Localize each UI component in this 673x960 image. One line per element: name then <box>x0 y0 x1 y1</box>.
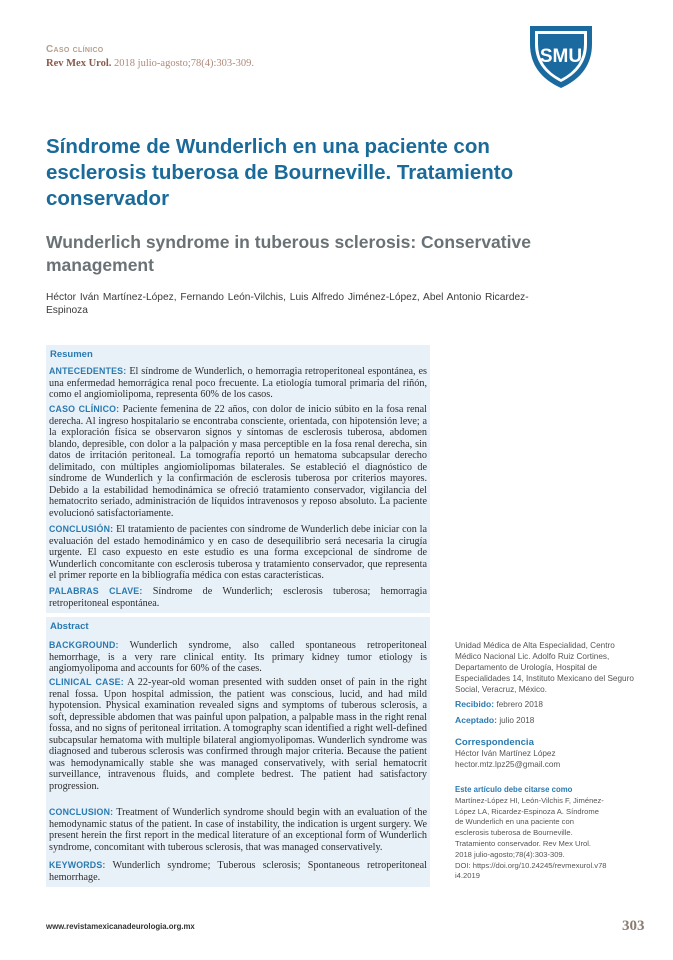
resumen-conclusion <box>49 524 427 582</box>
received-value: febrero 2018 <box>496 700 543 709</box>
cite-heading: Este artículo debe citarse como <box>455 785 573 794</box>
doi-link[interactable]: DOI: https://doi.org/10.24245/revmexurol.v78i4.2019 <box>455 860 607 881</box>
smu-logo-icon <box>526 22 596 90</box>
conclusion-label-en: CONCLUSION: <box>49 807 114 817</box>
conclusion-text-en: Treatment of Wunderlich syndrome should begin with an evaluation of the hemodynamic status of the patient. In case of instability, the indication is urgent surgery. We present herein the first report in the medical literature of an exceptional form of Wunderlich syndrome, concomitant with tuberous sclerosis, that was managed conservatively. <box>49 807 427 853</box>
antecedentes-text: El síndrome de Wunderlich, o hemorragia retroperitoneal espontánea, es una enfermedad hemorrágica renal poco frecuente. La etiología tumoral primaria del riñón, como el angiomiolipoma, representa 60% de los casos. <box>49 366 428 400</box>
correspondence-heading: Correspondencia <box>455 737 534 748</box>
antecedentes-label: ANTECEDENTES: <box>49 366 127 376</box>
resumen-palabras <box>49 586 427 609</box>
article-title-en: Wunderlich syndrome in tuberous sclerosis: Conservative management <box>46 232 531 275</box>
received-date <box>455 699 635 710</box>
journal-citation <box>46 58 254 69</box>
caso-text: Paciente femenina de 22 años, con dolor de inicio súbito en la fosa renal derecha. Al ingreso hospitalario se encontraba consciente, orientada, con hipotensión leve; a la exploración física se observaron signos y síntomas de esclerosis tuberosa, abdomen blando, depresible, con dolor a la palpación y masa perceptible en la fosa renal derecha, sin datos de irritación peritoneal. La tomografía reportó un hematoma subcapsular derecho delimitado, con múltiples angiomiolipomas bilaterales. Se estableció el diagnóstico de síndrome de Wunderlich y la confirmación de esclerosis tuberosa por criterios mayores. Debido a la estabilidad hemodinámica se ofreció tratamiento conservador, vigilancia del hematocrito seriado, administración de líquidos intravenosos y reposo absoluto. La paciente evolucionó satisfactoriamente. <box>49 404 427 519</box>
journal-name: Rev Mex Urol. <box>46 58 112 69</box>
section-label: Caso clínico <box>46 44 104 55</box>
cite-as <box>455 785 607 882</box>
issue-info: 2018 julio-agosto;78(4):303-309. <box>114 58 255 69</box>
background-label: BACKGROUND: <box>49 640 119 650</box>
abstract-case <box>49 677 427 792</box>
conclusion-label-es: CONCLUSIÓN: <box>49 524 114 534</box>
resumen-caso <box>49 404 427 519</box>
case-label: CLINICAL CASE: <box>49 677 124 687</box>
conclusion-text-es: El tratamiento de pacientes con síndrome de Wunderlich debe iniciar con la evaluación del estado hemodinámico y en caso de desequilibrio será necesaria la cirugía urgente. El caso expuesto en este estudio es una forma excepcional de síndrome de Wunderlich concomitante con esclerosis tuberosa y tratamiento conservador, que representa el primer reporte en la bibliografía médica con estas características. <box>49 524 427 581</box>
correspondence-email[interactable]: hector.mtz.lpz25@gmail.com <box>455 760 561 769</box>
accepted-value: julio 2018 <box>499 716 535 725</box>
footer-url[interactable]: www.revistamexicanadeurologia.org.mx <box>46 922 195 931</box>
case-text: A 22-year-old woman presented with sudden onset of pain in the right renal fossa. Upon hospital admission, the patient was conscious, lucid, and had mild hypotension. Physical examination revealed signs and symptoms of tuberous sclerosis, a soft, depressible abdomen that was painful upon palpation, a palpable mass in the right renal fossa, and no signs of peritoneal irritation. A tomography scan identified a right well-defined subcapsular hematoma with multiple bilateral angiomyolipomas. Wunderlich syndrome was diagnosed and tuberous sclerosis was confirmed through major criteria. Because the patient was hemodynamically stable she was managed conservatively, with serial hematocrit surveillance, intravenous fluids, and complete bedrest. The patient had satisfactory progression. <box>49 677 427 792</box>
article-title-es: Síndrome de Wunderlich en una paciente con esclerosis tuberosa de Bourneville. Tratamiento conservador <box>46 135 514 210</box>
palabras-label: PALABRAS CLAVE: <box>49 586 143 596</box>
page-number: 303 <box>622 918 645 934</box>
authors: Héctor Iván Martínez-López, Fernando León-Vilchis, Luis Alfredo Jiménez-López, Abel Antonio Ricardez-Espinoza <box>46 292 529 316</box>
background-text: Wunderlich syndrome, also called spontaneous retroperitoneal hemorrhage, is a very rare clinical entity. Its primary kidney tumor etiology is angiomyolipoma and accounts for 60% of the cases. <box>49 640 427 674</box>
abstract-conclusion <box>49 807 427 853</box>
keywords-text: Wunderlich syndrome; Tuberous sclerosis; Spontaneous retroperitoneal hemorrhage. <box>49 860 427 883</box>
resumen-heading: Resumen <box>50 349 93 360</box>
accepted-date <box>455 715 635 726</box>
correspondence <box>455 737 635 770</box>
caso-label: CASO CLÍNICO: <box>49 404 120 414</box>
abstract-background <box>49 640 427 675</box>
cite-text: Martínez-López HI, León-Vilchis F, Jiménez-López LA, Ricardez-Espinoza A. Síndrome de Wunderlich en una paciente con esclerosis tuberosa de Bourneville. Tratamiento conservador. Rev Mex Urol. 2018 julio-agosto;78(4):303-309. <box>455 795 604 859</box>
resumen-antecedentes <box>49 366 427 401</box>
palabras-text: Síndrome de Wunderlich; esclerosis tuberosa; hemorragia retroperitoneal espontánea. <box>49 586 428 609</box>
resumen-box <box>46 345 430 613</box>
keywords-label: KEYWORDS: <box>49 860 106 870</box>
abstract-box <box>46 617 430 887</box>
received-label: Recibido: <box>455 699 495 709</box>
affiliation: Unidad Médica de Alta Especialidad, Centro Médico Nacional Lic. Adolfo Ruiz Cortines, Departamento de Urología, Hospital de Especialidades 14, Instituto Mexicano del Seguro Social, Veracruz, México. <box>455 641 634 694</box>
logo-text: SMU <box>539 46 583 67</box>
accepted-label: Aceptado: <box>455 715 498 725</box>
correspondence-name: Héctor Iván Martínez López <box>455 749 556 758</box>
abstract-heading: Abstract <box>50 621 89 632</box>
abstract-keywords <box>49 860 427 883</box>
